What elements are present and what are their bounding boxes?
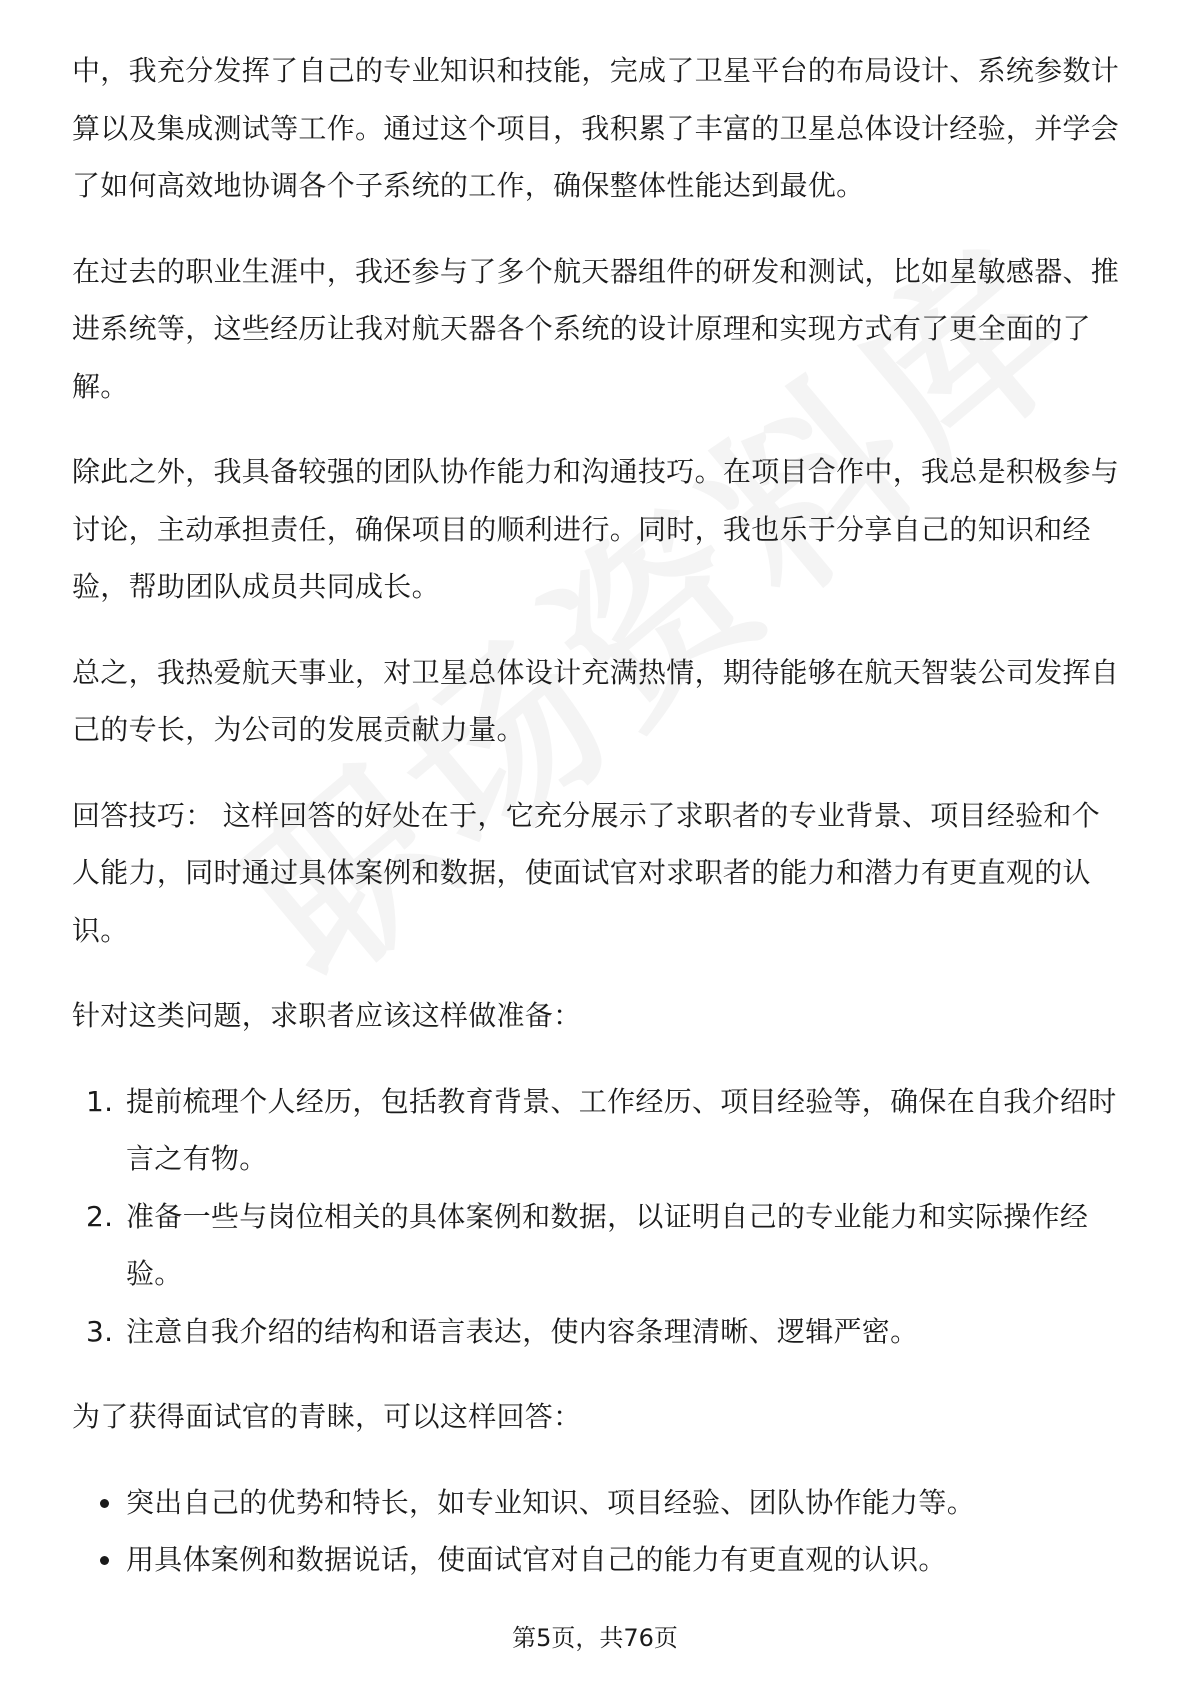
list-item-text: 准备一些与岗位相关的具体案例和数据，以证明自己的专业能力和实际操作经验。 [126, 1199, 1089, 1290]
list-item-number: 1. [86, 1084, 114, 1118]
list-item [72, 1303, 1122, 1361]
list-item [72, 1474, 1122, 1532]
bullet-icon [100, 1499, 109, 1508]
list-item-number: 3. [86, 1314, 114, 1348]
paragraph-answer-tips: 回答技巧： 这样回答的好处在于，它充分展示了求职者的专业背景、项目经验和个人能力，同时通过具体案例和数据，使面试官对求职者的能力和潜力有更直观的认识。 [72, 798, 1101, 947]
paragraph-preparation-intro: 针对这类问题，求职者应该这样做准备： [72, 999, 582, 1032]
list-item [72, 1073, 1122, 1188]
paragraph-answer-intro: 为了获得面试官的青睐，可以这样回答： [72, 1400, 582, 1433]
paragraph-conclusion: 总之，我热爱航天事业，对卫星总体设计充满热情，期待能够在航天智装公司发挥自己的专长，为公司的发展贡献力量。 [72, 655, 1120, 746]
list-item [72, 1531, 1122, 1589]
list-item-text: 注意自我介绍的结构和语言表达，使内容条理清晰、逻辑严密。 [126, 1314, 919, 1348]
paragraph-career-history: 在过去的职业生涯中，我还参与了多个航天器组件的研发和测试，比如星敏感器、推进系统等，这些经历让我对航天器各个系统的设计原理和实现方式有了更全面的了解。 [72, 254, 1120, 403]
list-item-text: 提前梳理个人经历，包括教育背景、工作经历、项目经验等，确保在自我介绍时言之有物。 [126, 1084, 1117, 1175]
document-body [72, 42, 1122, 1589]
list-item-number: 2. [86, 1199, 114, 1233]
paragraph-project-experience: 中，我充分发挥了自己的专业知识和技能，完成了卫星平台的布局设计、系统参数计算以及集成测试等工作。通过这个项目，我积累了丰富的卫星总体设计经验，并学会了如何高效地协调各个子系统的工作，确保整体性能达到最优。 [72, 54, 1120, 202]
list-item-text: 用具体案例和数据说话，使面试官对自己的能力有更直观的认识。 [126, 1543, 947, 1576]
list-item-text: 突出自己的优势和特长，如专业知识、项目经验、团队协作能力等。 [126, 1485, 976, 1519]
paragraph-teamwork: 除此之外，我具备较强的团队协作能力和沟通技巧。在项目合作中，我总是积极参与讨论，主动承担责任，确保项目的顺利进行。同时，我也乐于分享自己的知识和经验，帮助团队成员共同成长。 [72, 455, 1120, 603]
page-number: 第5页，共76页 [512, 1624, 678, 1652]
bullet-icon [100, 1556, 109, 1565]
list-item [72, 1188, 1122, 1303]
answer-tips-list [72, 1474, 1122, 1589]
preparation-steps-list [72, 1073, 1122, 1361]
